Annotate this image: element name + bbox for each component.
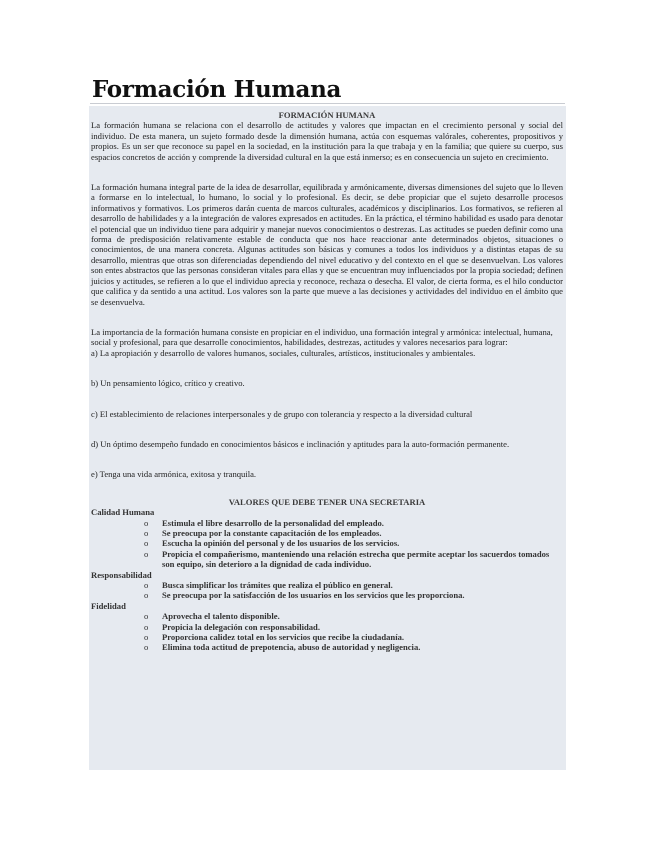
section-label-fidelidad: Fidelidad — [91, 600, 126, 611]
bullet-item: o Se preocupa por la satisfacción de los usuarios en los servicios que les proporciona. — [144, 590, 563, 600]
document-body — [91, 110, 563, 653]
page-title: Formación Humana — [92, 76, 342, 103]
bullet-item: o Aprovecha el talento disponible. — [144, 611, 563, 621]
bullet-list-responsabilidad — [91, 580, 563, 601]
list-item-d: d) Un óptimo desempeño fundado en conocimientos básicos e inclinación y aptitudes para la auto-formación permanente. — [91, 438, 510, 449]
paragraph: La formación humana se relaciona con el desarrollo de actitudes y valores que impactan en el crecimiento personal y social del individuo. De esta manera, un sujeto formado desde la dimensión humana, actúa con esquemas valórales, coherentes, propositivos y propios. Es un ser que reconoce su papel en la sociedad, en la institución para la que trabaja y en la familia; que quiere su cuerpo, sus espacios concretos de acción y comprende la diversidad cultural en la que está inmerso; es en consecuencia un sujeto en crecimiento. — [91, 120, 563, 162]
bullet-list-calidad-humana — [91, 518, 563, 570]
section-heading: FORMACIÓN HUMANA — [278, 110, 376, 120]
bullet-item: o Propicia el compañerismo, manteniendo una relación estrecha que permite aceptar los sacuerdos tomados son equipo, sin deterioro a la dignidad de cada individuo. — [144, 549, 563, 570]
bullet-item: o Elimina toda actitud de prepotencia, abuso de autoridad y negligencia. — [144, 642, 563, 652]
list-item-c: c) El establecimiento de relaciones interpersonales y de grupo con tolerancia y respecto a la diversidad cultural — [91, 408, 473, 419]
bullet-item: o Proporciona calidez total en los servicios que recibe la ciudadanía. — [144, 632, 563, 642]
title-divider — [90, 103, 565, 104]
bullet-item: o Busca simplificar los trámites que realiza el público en general. — [144, 580, 563, 590]
values-heading: VALORES QUE DEBE TENER UNA SECRETARIA — [228, 496, 426, 507]
section-label-calidad-humana: Calidad Humana — [91, 507, 155, 518]
list-item-b: b) Un pensamiento lógico, crítico y creativo. — [91, 378, 245, 389]
bullet-item: o Propicia la delegación con responsabilidad. — [144, 622, 563, 632]
paragraph: La formación humana integral parte de la idea de desarrollar, equilibrada y armónicamente, diversas dimensiones del sujeto que lo lleven a formarse en lo intelectual, lo humano, lo social y lo profesional. Es decir, se debe propiciar que el sujeto desarrolle procesos informativos y formativos. Los primeros darán cuenta de marcos culturales, académicos y disciplinarios. Los formativos, se refieren al desarrollo de habilidades y a la integración de valores expresados en actitudes. En la práctica, el término habilidad es usado para denotar el potencial que un individuo tiene para adquirir y manejar nuevos conocimientos o destrezas. Las actitudes se pueden definir como una forma de predisposición relativamente estable de conducta que nos hace reaccionar ante determinados objetos, situaciones o conocimientos, de una manera concreta. Algunas actitudes son básicas y comunes a todos los individuos y a distintas etapas de su desarrollo, mientras que otras son diferenciadas dependiendo del nivel educativo y del contexto en el que se desenvuelvan. Los valores son entes abstractos que las personas consideran vitales para ellas y que se encuentran muy influenciados por la propia sociedad; definen juicios y actitudes, se refieren a lo que el individuo aprecia y reconoce, rechaza o desecha. El valor, de cierta forma, es el hilo conductor que califica y da sentido a una actitud. Los valores son la parte que mueve a las decisiones y actividades del individuo en el ámbito que se desenvuelva. — [91, 182, 563, 307]
bullet-item: o Estimula el libre desarrollo de la personalidad del empleado. — [144, 518, 563, 528]
paragraph: La importancia de la formación humana consiste en propiciar en el individuo, una formación integral y armónica: intelectual, humana, social y profesional, para que desarrolle conocimientos, habilidades, destrezas, actitudes y valores necesarios para lograr: — [91, 326, 553, 348]
bullet-list-fidelidad — [91, 611, 563, 653]
list-item-a: a) La apropiación y desarrollo de valores humanos, sociales, culturales, artísticos, institucionales y ambientales. — [91, 347, 476, 358]
list-item-e: e) Tenga una vida armónica, exitosa y tranquila. — [91, 469, 257, 480]
bullet-item: o Se preocupa por la constante capacitación de los empleados. — [144, 528, 563, 538]
bullet-item: o Escucha la opinión del personal y de los usuarios de los servicios. — [144, 538, 563, 548]
section-label-responsabilidad: Responsabilidad — [91, 569, 152, 580]
